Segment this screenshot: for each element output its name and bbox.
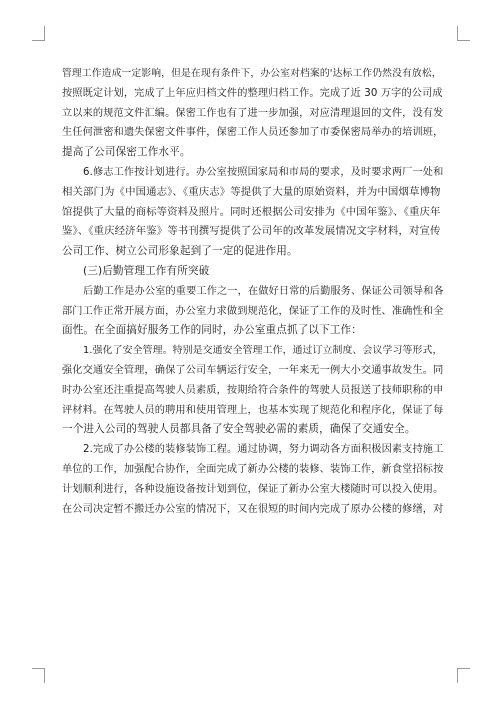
text-line: 计划顺利进行，各种设施设备按计划到位，保证了新办公室大楼随时可以投入使用。: [62, 483, 444, 495]
text-line: 管理工作造成一定影响，但是在现有条件下，办公室对档案的'达标工作仍然没有放松，: [62, 68, 442, 79]
text-line: 评材料。在驾驶人员的聘用和使用管理上，也基本实现了规范化和程序化，保证了每: [62, 404, 444, 416]
crop-mark-top-right: [457, 26, 470, 41]
text-line: 部门工作正常开展方面，办公室力求做到规范化，保证了工作的及时性、准确性和全: [62, 305, 444, 317]
text-line: 时办公室还注重提高驾驶人员素质，按期给符合条件的驾驶人员报送了技师职称的申: [62, 384, 444, 396]
text-line: 6.修志工作按计划进行。办公室按照国家局和市局的要求，及时要求两厂一处和: [83, 166, 444, 178]
text-line: 面性。在全面搞好服务工作的同时，办公室重点抓了以下工作：: [62, 324, 362, 337]
document-body: [62, 64, 444, 519]
text-line: 1.强化了安全管理。特别是交通安全管理工作，通过订立制度、会议学习等形式，: [83, 345, 443, 357]
text-line: (三)后勤管理工作有所突破: [83, 264, 210, 277]
text-line: 公司工作、树立公司形象起到了一定的促进作用。: [62, 245, 298, 258]
text-line: 强化交通安全管理，确保了公司车辆运行安全，一年来无一例大小交通事故发生。同: [62, 364, 444, 376]
text-line: 后勤工作是办公室的重要工作之一，在做好日常的后勤服务、保证公司领导和各: [83, 285, 444, 297]
text-line: 提高了公司保密工作水平。: [62, 146, 191, 159]
text-line: 鉴》、《重庆经济年鉴》等书刊撰写提供了公司年的改革发展情况文字材料，对宣传: [62, 225, 441, 238]
text-line: 一个进入公司的驾驶人员都具备了安全驾驶必需的素质，确保了交通安全。: [62, 423, 416, 436]
text-line: 2.完成了办公楼的装修装饰工程。通过协调，努力调动各方面积极因素支持施工: [83, 444, 444, 456]
text-line: 在公司决定暂不搬迁办公室的情况下，又在很短的时间内完成了原办公楼的修缮，对: [62, 503, 444, 515]
text-line: 相关部门为《中国通志》、《重庆志》等提供了大量的原始资料，并为中国烟草博物: [62, 185, 441, 198]
text-line: 按照既定计划，完成了上年应归档文件的整理归档工作。完成了近 30 万字的公司成: [62, 87, 443, 99]
crop-mark-top-left: [32, 26, 45, 41]
text-line: 立以来的规范文件汇编。保密工作也有了进一步加强，对应清理退回的文件，没有发: [62, 107, 444, 119]
crop-mark-bottom-left: [32, 668, 45, 683]
text-line: 生任何泄密和遗失保密文件事件，保密工作人员还参加了市委保密局举办的培训班，: [62, 127, 444, 139]
text-line: 单位的工作，加强配合协作，全面完成了新办公楼的装修、装饰工作，新食堂招标按: [62, 463, 444, 475]
text-line: 馆提供了大量的商标等资料及照片。同时还根据公司安排为《中国年鉴》、《重庆年: [62, 205, 441, 218]
crop-mark-bottom-right: [457, 668, 470, 683]
